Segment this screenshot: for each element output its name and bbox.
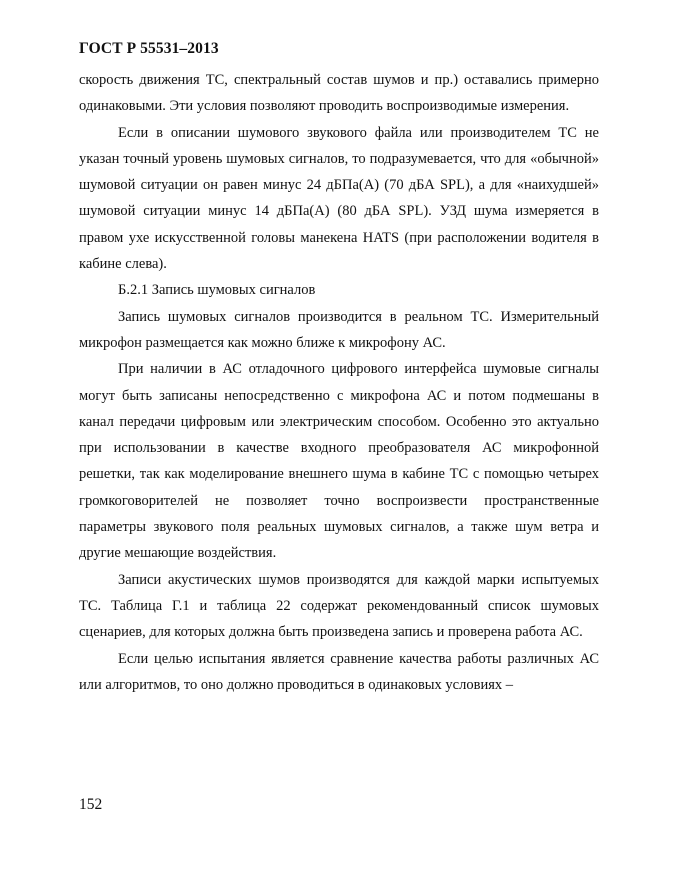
paragraph-comparison: Если целью испытания является сравнение качества работы различных АС или алгоритмов, то оно должно проводиться в одинаковых условиях – bbox=[79, 650, 599, 693]
section-heading: Б.2.1 Запись шумовых сигналов bbox=[118, 282, 316, 299]
paragraph-noise-level: Если в описании шумового звукового файла или производителем ТС не указан точный уровень шумовых сигналов, то подразумевается, что для «обычной» шумовой ситуации он равен минус 24 дБПа(А) (70 дБА SPL), а для «наихудшей» шумовой ситуации минус 14 дБПа(А) (80 дБА SPL). УЗД шума измеряется в правом ухе искусственной головы манекена HATS (при расположении водителя в кабине слева). bbox=[79, 124, 599, 273]
document-header: ГОСТ Р 55531–2013 bbox=[79, 40, 219, 57]
paragraph-acoustic-records: Записи акустических шумов производятся для каждой марки испытуемых ТС. Таблица Г.1 и таблица 22 содержат рекомендованный список шумовых сценариев, для которых должна быть произведена запись и проверена работа АС. bbox=[79, 571, 599, 641]
document-body bbox=[79, 67, 599, 698]
paragraph-continuation: скорость движения ТС, спектральный состав шумов и пр.) оставались примерно одинаковыми. Эти условия позволяют проводить воспроизводимые измерения. bbox=[79, 72, 599, 115]
paragraph-recording: Запись шумовых сигналов производится в реальном ТС. Измерительный микрофон размещается как можно ближе к микрофону АС. bbox=[79, 308, 599, 351]
page-number: 152 bbox=[79, 796, 103, 813]
paragraph-debug-interface: При наличии в АС отладочного цифрового интерфейса шумовые сигналы могут быть записаны непосредственно с микрофона АС и потом подмешаны в канал передачи цифровым или электрическим способом. Особенно это актуально при использовании в качестве входного преобразователя АС микрофонной решетки, так как моделирование внешнего шума в кабине ТС с помощью четырех громкоговорителей не позволяет точно воспроизвести пространственные параметры звукового поля реальных шумовых сигналов, а также шум ветра и другие мешающие воздействия. bbox=[79, 361, 599, 562]
